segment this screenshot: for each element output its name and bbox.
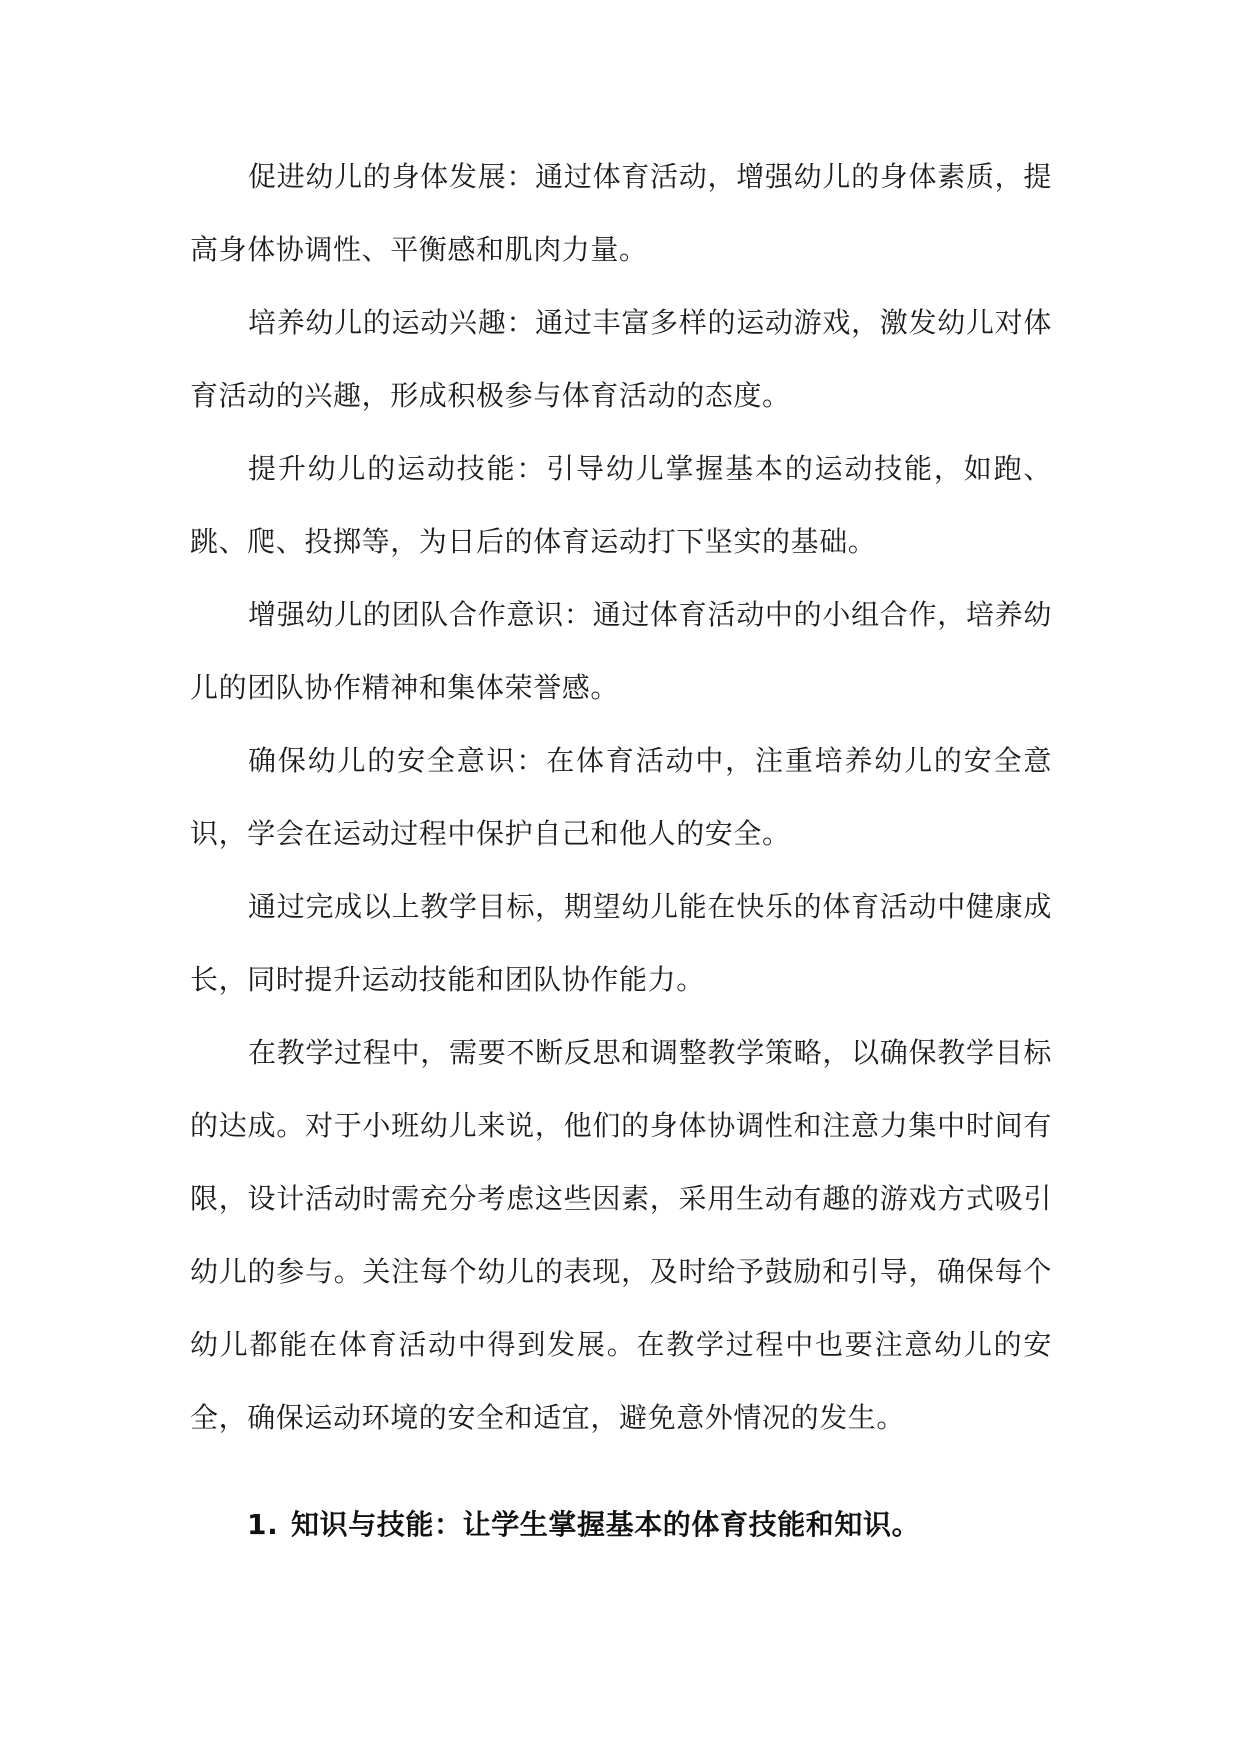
document-body [190, 140, 1052, 1561]
paragraph-sports-interest: 培养幼儿的运动兴趣：通过丰富多样的运动游戏，激发幼儿对体育活动的兴趣，形成积极参与体育活动的态度。 [190, 306, 1052, 412]
paragraph-safety-awareness: 确保幼儿的安全意识：在体育活动中，注重培养幼儿的安全意识，学会在运动过程中保护自己和他人的安全。 [190, 744, 1052, 850]
paragraph-motor-skills: 提升幼儿的运动技能：引导幼儿掌握基本的运动技能，如跑、跳、爬、投掷等，为日后的体育运动打下坚实的基础。 [190, 452, 1052, 558]
paragraph-teamwork: 增强幼儿的团队合作意识：通过体育活动中的小组合作，培养幼儿的团队协作精神和集体荣誉感。 [190, 598, 1052, 704]
paragraph-goal-summary: 通过完成以上教学目标，期望幼儿能在快乐的体育活动中健康成长，同时提升运动技能和团队协作能力。 [190, 890, 1052, 996]
section-heading [190, 1488, 1052, 1561]
paragraph-physical-development: 促进幼儿的身体发展：通过体育活动，增强幼儿的身体素质，提高身体协调性、平衡感和肌肉力量。 [190, 160, 1052, 266]
paragraph-teaching-reflection: 在教学过程中，需要不断反思和调整教学策略，以确保教学目标的达成。对于小班幼儿来说，他们的身体协调性和注意力集中时间有限，设计活动时需充分考虑这些因素，采用生动有趣的游戏方式吸引幼儿的参与。关注每个幼儿的表现，及时给予鼓励和引导，确保每个幼儿都能在体育活动中得到发展。在教学过程中也要注意幼儿的安全，确保运动环境的安全和适宜，避免意外情况的发生。 [190, 1036, 1052, 1434]
heading-number: 1. [247, 1508, 279, 1541]
heading-text: 知识与技能：让学生掌握基本的体育技能和知识。 [291, 1508, 921, 1541]
